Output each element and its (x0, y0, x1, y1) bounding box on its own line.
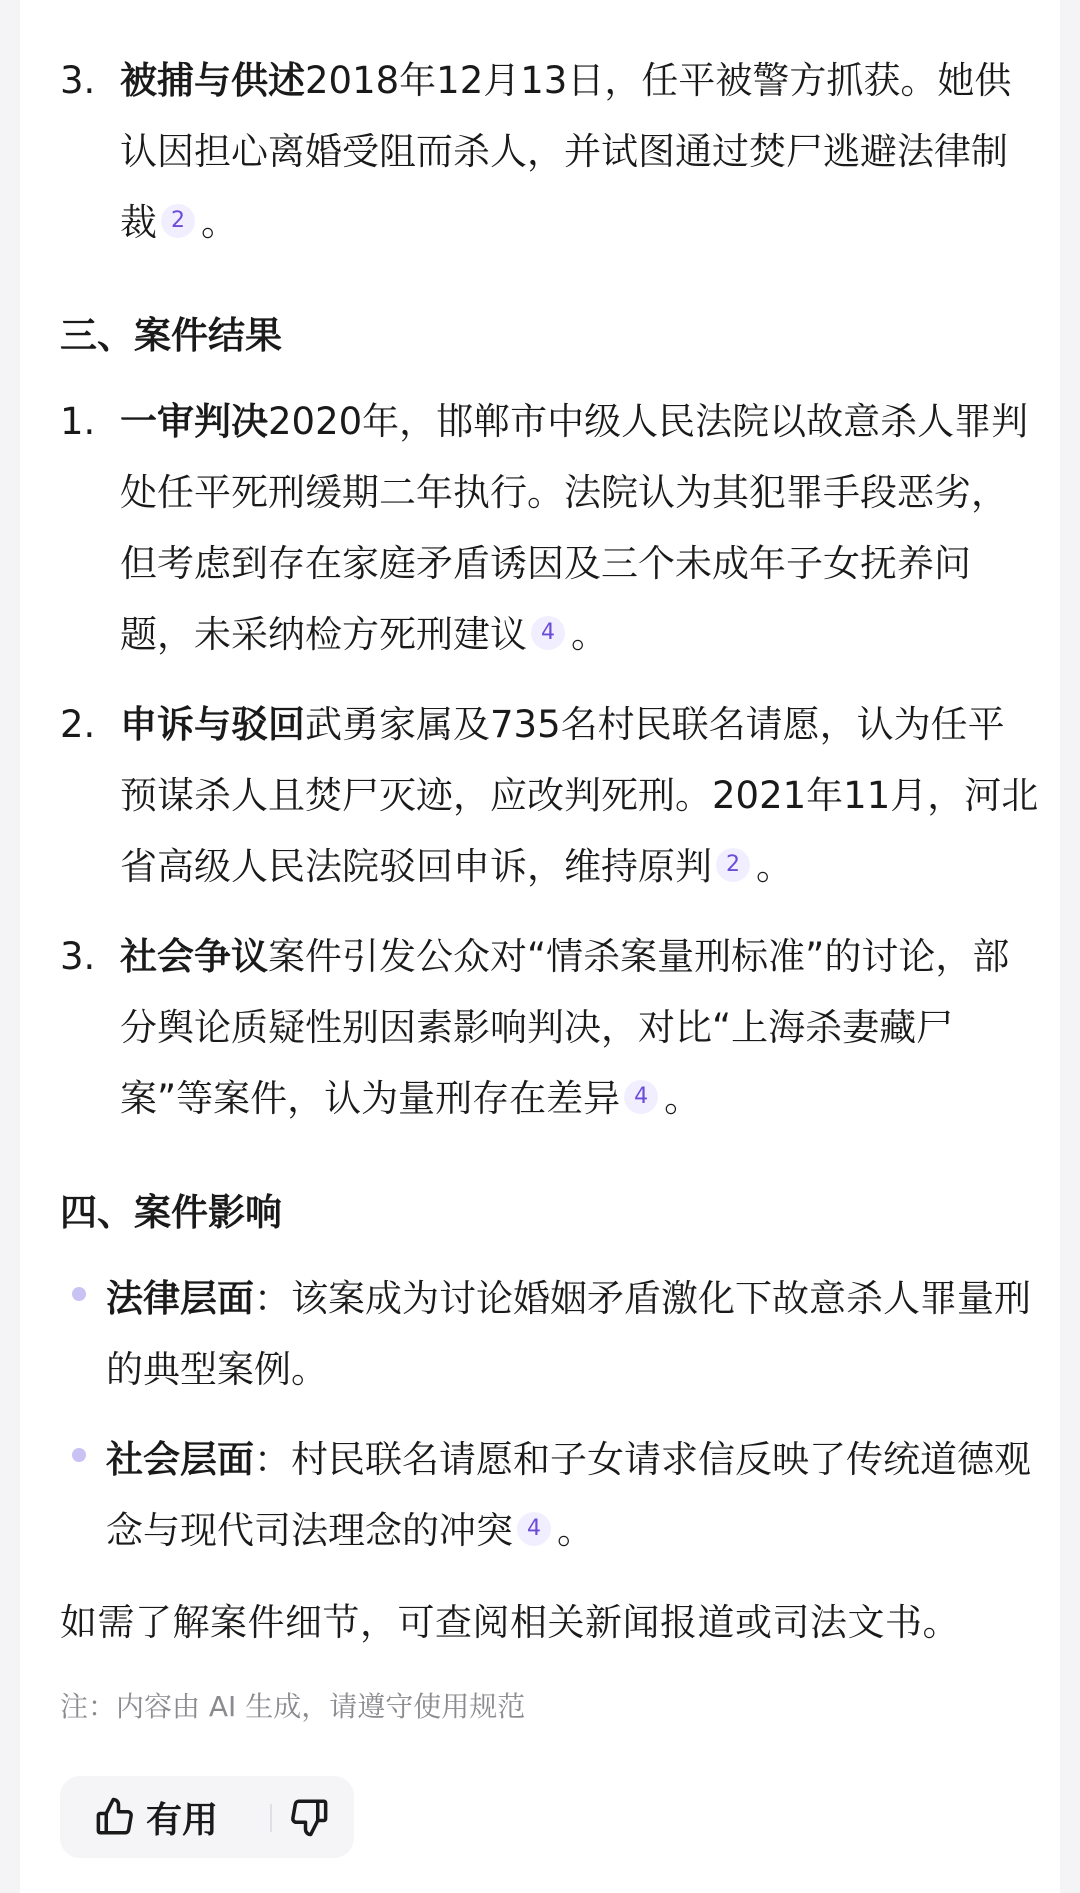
section2-list (60, 45, 1040, 277)
feedback-divider (270, 1804, 272, 1832)
ai-disclaimer-note: 注：内容由 AI 生成，请遵守使用规范 (60, 1690, 526, 1723)
list-item (60, 689, 1040, 902)
item-term: 被捕与供述 (120, 59, 305, 102)
section4-list (60, 1263, 1040, 1585)
item-tail: 。 (756, 845, 793, 888)
item-text: 2018年12月13日，任平被警方抓获。她供认因担心离婚受阻而杀人，并试图通过焚尸逃避法律制裁 (120, 59, 1012, 244)
section3-list (60, 386, 1040, 1153)
bullet-dot (72, 1448, 86, 1462)
citation-badge[interactable]: 2 (716, 848, 750, 882)
citation-badge[interactable]: 4 (624, 1080, 658, 1114)
list-item (60, 45, 1040, 258)
list-item (60, 386, 1040, 670)
item-tail: 。 (201, 201, 238, 244)
item-text: 武勇家属及735名村民联名请愿，认为任平预谋杀人且焚尸灭迹，应改判死刑。2021年11月，河北省高级人民法院驳回申诉，维持原判 (120, 703, 1039, 888)
not-useful-button[interactable] (288, 1776, 330, 1858)
citation-badge[interactable]: 4 (531, 616, 565, 650)
item-term: 一审判决 (120, 400, 268, 443)
closing-text: 如需了解案件细节，可查阅相关新闻报道或司法文书。 (60, 1601, 960, 1644)
item-tail: 。 (557, 1509, 594, 1552)
useful-button[interactable] (94, 1776, 218, 1858)
thumbs-up-icon (94, 1796, 136, 1838)
item-term: 社会争议 (120, 935, 268, 978)
item-tail: 。 (664, 1077, 702, 1120)
chat-answer-card (20, 0, 1060, 1893)
bullet-dot (72, 1287, 86, 1301)
list-item (60, 1263, 1040, 1405)
item-number: 1. (60, 400, 96, 443)
section-title-results: 三、案件结果 (60, 314, 282, 357)
item-number: 3. (60, 935, 96, 978)
item-number: 3. (60, 59, 96, 102)
item-term: 申诉与驳回 (120, 703, 305, 746)
list-item (60, 1424, 1040, 1566)
citation-badge[interactable]: 4 (517, 1512, 551, 1546)
useful-label: 有用 (146, 1799, 219, 1841)
item-term: 社会层面 (106, 1438, 254, 1481)
item-term: 法律层面 (106, 1277, 254, 1320)
item-tail: 。 (571, 613, 608, 656)
item-number: 2. (60, 703, 96, 746)
item-text: ：该案成为讨论婚姻矛盾激化下故意杀人罪量刑的典型案例。 (106, 1277, 1031, 1391)
citation-badge[interactable]: 2 (161, 204, 195, 238)
list-item (60, 921, 1040, 1134)
item-text: ：村民联名请愿和子女请求信反映了传统道德观念与现代司法理念的冲突 (106, 1438, 1031, 1552)
section-title-impact: 四、案件影响 (60, 1191, 282, 1234)
thumbs-down-icon (288, 1796, 330, 1838)
item-text: 案件引发公众对“情杀案量刑标准”的讨论，部分舆论质疑性别因素影响判决，对比“上海杀妻藏尸案”等案件，认为量刑存在差异 (120, 935, 1010, 1120)
item-text: 2020年，邯郸市中级人民法院以故意杀人罪判处任平死刑缓期二年执行。法院认为其犯罪手段恶劣，但考虑到存在家庭矛盾诱因及三个未成年子女抚养问题，未采纳检方死刑建议 (120, 400, 1029, 656)
feedback-bar (60, 1776, 354, 1858)
